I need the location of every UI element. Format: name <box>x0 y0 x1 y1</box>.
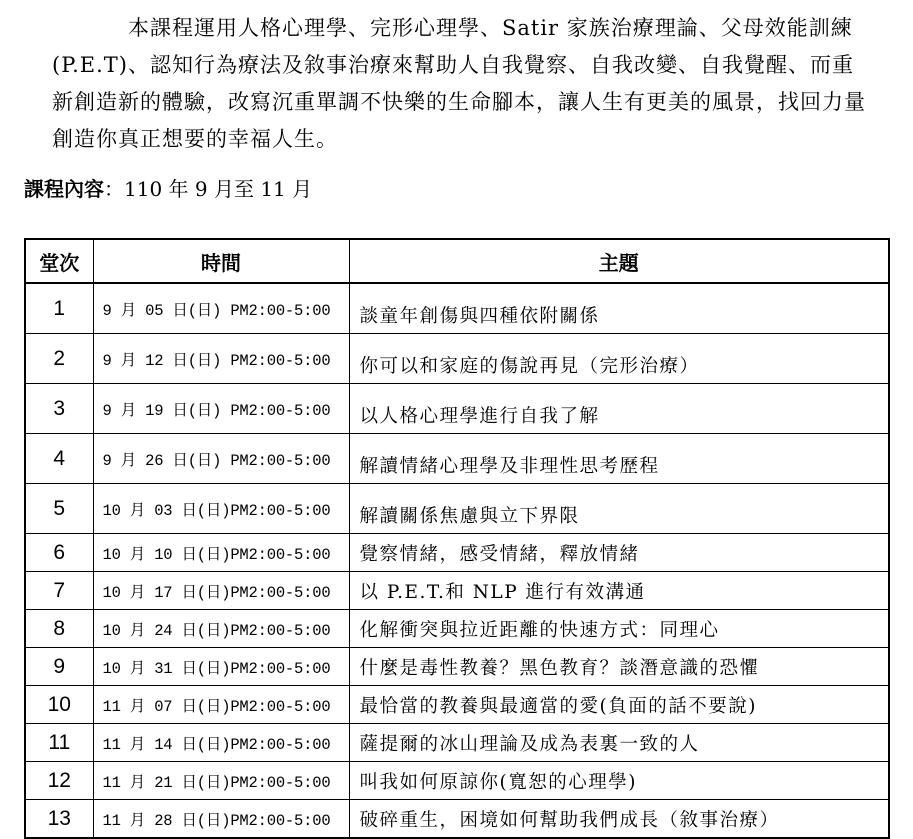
session-number: 4 <box>25 434 93 484</box>
table-row <box>25 534 889 572</box>
session-topic: 最恰當的教養與最適當的愛(負面的話不要說) <box>349 686 889 724</box>
table-row <box>25 434 889 484</box>
table-header-row <box>25 239 889 283</box>
session-time: 9 月 12 日(日) PM2:00-5:00 <box>93 334 349 384</box>
session-number: 1 <box>25 283 93 334</box>
session-number: 10 <box>25 686 93 724</box>
header-session: 堂次 <box>25 239 93 283</box>
table-row <box>25 610 889 648</box>
session-topic: 你可以和家庭的傷說再見（完形治療） <box>349 334 889 384</box>
intro-paragraph: 本課程運用人格心理學、完形心理學、Satir 家族治療理論、父母效能訓練(P.E.T)、認知行為療法及敘事治療來幫助人自我覺察、自我改變、自我覺醒、而重新創造新的體驗，改寫沉重單調不快樂的生命腳本，讓人生有更美的風景，找回力量創造你真正想要的幸福人生。 <box>52 16 866 151</box>
session-number: 12 <box>25 762 93 800</box>
session-topic: 以人格心理學進行自我了解 <box>349 384 889 434</box>
table-row <box>25 648 889 686</box>
session-number: 13 <box>25 800 93 839</box>
session-topic: 解讀情緒心理學及非理性思考歷程 <box>349 434 889 484</box>
session-topic: 覺察情緒，感受情緒，釋放情緒 <box>349 534 889 572</box>
session-time: 10 月 10 日(日)PM2:00-5:00 <box>93 534 349 572</box>
session-topic: 以 P.E.T.和 NLP 進行有效溝通 <box>349 572 889 610</box>
course-content-value: 110 年 9 月至 11 月 <box>124 177 313 201</box>
header-time: 時間 <box>93 239 349 283</box>
table-row <box>25 686 889 724</box>
session-number: 8 <box>25 610 93 648</box>
session-time: 9 月 19 日(日) PM2:00-5:00 <box>93 384 349 434</box>
schedule-table <box>24 238 890 839</box>
session-time: 9 月 05 日(日) PM2:00-5:00 <box>93 283 349 334</box>
session-number: 3 <box>25 384 93 434</box>
session-topic: 什麼是毒性教養？黑色教育？談潛意識的恐懼 <box>349 648 889 686</box>
session-time: 9 月 26 日(日) PM2:00-5:00 <box>93 434 349 484</box>
session-topic: 談童年創傷與四種依附關係 <box>349 283 889 334</box>
session-time: 10 月 03 日(日)PM2:00-5:00 <box>93 484 349 534</box>
table-row <box>25 484 889 534</box>
session-number: 11 <box>25 724 93 762</box>
session-time: 10 月 31 日(日)PM2:00-5:00 <box>93 648 349 686</box>
table-row <box>25 724 889 762</box>
session-topic: 薩提爾的冰山理論及成為表裏一致的人 <box>349 724 889 762</box>
session-topic: 化解衝突與拉近距離的快速方式：同理心 <box>349 610 889 648</box>
session-topic: 解讀關係焦慮與立下界限 <box>349 484 889 534</box>
table-row <box>25 384 889 434</box>
table-row <box>25 283 889 334</box>
session-number: 9 <box>25 648 93 686</box>
session-time: 11 月 21 日(日)PM2:00-5:00 <box>93 762 349 800</box>
session-number: 6 <box>25 534 93 572</box>
session-topic: 破碎重生，困境如何幫助我們成長（敘事治療） <box>349 800 889 839</box>
session-time: 10 月 24 日(日)PM2:00-5:00 <box>93 610 349 648</box>
course-content-line <box>24 174 312 204</box>
session-time: 11 月 07 日(日)PM2:00-5:00 <box>93 686 349 724</box>
course-content-separator: ： <box>104 177 124 201</box>
table-row <box>25 572 889 610</box>
session-time: 11 月 28 日(日)PM2:00-5:00 <box>93 800 349 839</box>
session-topic: 叫我如何原諒你(寬恕的心理學) <box>349 762 889 800</box>
session-number: 7 <box>25 572 93 610</box>
table-row <box>25 762 889 800</box>
session-number: 5 <box>25 484 93 534</box>
session-time: 10 月 17 日(日)PM2:00-5:00 <box>93 572 349 610</box>
session-time: 11 月 14 日(日)PM2:00-5:00 <box>93 724 349 762</box>
header-topic: 主題 <box>349 239 889 283</box>
session-number: 2 <box>25 334 93 384</box>
table-row <box>25 334 889 384</box>
course-content-label: 課程內容 <box>24 177 104 201</box>
